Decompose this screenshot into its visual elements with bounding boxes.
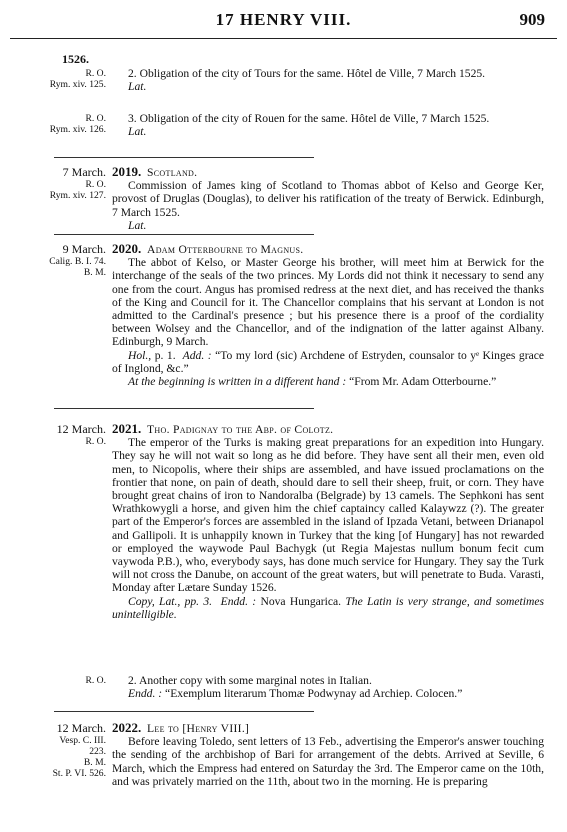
entry-title: Lee to [Henry VIII.] — [147, 722, 250, 735]
running-title: 17 HENRY VIII. — [215, 10, 352, 29]
page-number: 909 — [519, 10, 545, 29]
entry-2019 — [112, 165, 544, 232]
language-note: Lat. — [128, 125, 147, 139]
entry-number: 2019. — [112, 164, 142, 179]
margin-note: R. O. Rym. xiv. 125. — [49, 68, 106, 90]
entry-2021 — [112, 422, 544, 621]
margin-note: 12 March. Vesp. C. III. 223. B. M. St. P. VI. 526. — [52, 721, 106, 779]
entry-heading — [112, 721, 544, 735]
section-divider — [54, 234, 314, 235]
entry-text: 3. Obligation of the city of Rouen for the same. Hôtel de Ville, 7 March 1525. — [128, 112, 490, 125]
header-rule — [10, 38, 557, 39]
margin-note: R. O. Rym. xiv. 126. — [49, 113, 106, 135]
language-note: Lat. — [128, 80, 147, 94]
margin-note: R. O. — [85, 675, 106, 686]
entry-rouen-obligation — [112, 112, 544, 138]
language-note: Lat. — [128, 218, 147, 232]
section-divider — [54, 711, 314, 712]
margin-note: 12 March. R. O. — [56, 422, 106, 447]
section-divider — [54, 157, 314, 158]
entry-number: 2020. — [112, 241, 142, 256]
entry-text: The abbot of Kelso, or Master George his brother, will meet him at Berwick for the interchange of the seals of the two princes. My Lords did not think it necessary to send any one from the court. Angus has promised redress at the next diet, and has received the thanks of the King and Council for it. The Chancellor complains that his servant at London is not admitted to the Cardinal's presence ; but his presence there is a proof of the cordiality between Wolsey and the Chancellor, and of the indignation of the latter against Albany. Edinburgh, 9 March. — [112, 256, 544, 349]
margin-note: 9 March. Calig. B. I. 74. B. M. — [49, 242, 106, 278]
endorsement: Endd. : “Exemplum literarum Thomæ Podwynay ad Archiep. Colocen.” — [128, 687, 463, 701]
entry-text: Commission of James king of Scotland to Thomas abbot of Kelso and George Ker, provost of Druglas (Douglas), to deliver his ratification of the treaty of Berwick. Edinburgh, 7 March 1525. — [112, 179, 544, 219]
physical-description: Hol., p. 1. Add. : “To my lord (sic) Archdene of Estryden, counsalor to yᵉ Kinges grace of Inglond, &c.” — [112, 348, 545, 375]
running-header — [0, 10, 567, 36]
entry-number: 2022. — [112, 720, 142, 735]
entry-text: The emperor of the Turks is making great preparations for an expedition into Hungary. They say he will not wait so long as he did before. They have sent all their men, even old men, to Nicopolis, where their ships are assembled, and have issued proclamations on the frontier that none, on pain of death, should dare to sell their sheep, fruit, or corn. They have brought great chains of iron to Nandoralba (Belgrade) by 13 camels. The Sephkoni has sent Wrathkowygli a horse, and given him the chief captaincy called Kalaywzz (?). The greater part of the Emperor's forces are assembled in the island of Ipzada Vetani, between Drianapol and Gallipoli. It is unhappily known in Turkey that the king [of Hungary] has not rewarded or employed the waywode Paul Bachygk (ut Regia Majestas nullum bonum fecit cum vaywoda P.B.), who, everybody says, has done much service for Hungary. They say the Turk will not cross the Danube, on account of the great waters, but will penetrate to Buda. Varasti, Monday after Lætare Sunday 1526. — [112, 436, 544, 595]
entry-text: 2. Obligation of the city of Tours for the same. Hôtel de Ville, 7 March 1525. — [128, 67, 486, 80]
hand-note: At the beginning is written in a different hand : “From Mr. Adam Otterbourne.” — [128, 375, 497, 389]
entry-2021-copy — [112, 674, 544, 700]
entry-title: Scotland. — [147, 166, 198, 179]
physical-description: Copy, Lat., pp. 3. Endd. : Nova Hungarica. The Latin is very strange, and sometimes unintelligible. — [112, 594, 544, 621]
entry-text: Before leaving Toledo, sent letters of 13 Feb., advertising the Emperor's answer touching the sending of the archbishop of Bari for arrangement of the debts. Arrived at Seville, 6 March, which the Empress had entered on Saturday the 3rd. The Emperor came on the 10th, and was privately married on the 11th, about two in the morning. He is preparing — [112, 735, 544, 788]
section-divider — [54, 408, 314, 409]
entry-2020 — [112, 242, 544, 388]
entry-heading — [112, 422, 544, 436]
year-marker: 1526. — [62, 52, 89, 66]
margin-note: 7 March. R. O. Rym. xiv. 127. — [49, 165, 106, 201]
entry-title: Tho. Padignay to the Abp. of Colotz. — [147, 423, 334, 436]
entry-heading — [112, 242, 544, 256]
entry-text: 2. Another copy with some marginal notes in Italian. — [128, 674, 372, 687]
entry-number: 2021. — [112, 421, 142, 436]
entry-2022 — [112, 721, 544, 788]
entry-heading — [112, 165, 544, 179]
entry-tours-obligation — [112, 67, 544, 93]
entry-title: Adam Otterbourne to Magnus. — [147, 243, 304, 256]
